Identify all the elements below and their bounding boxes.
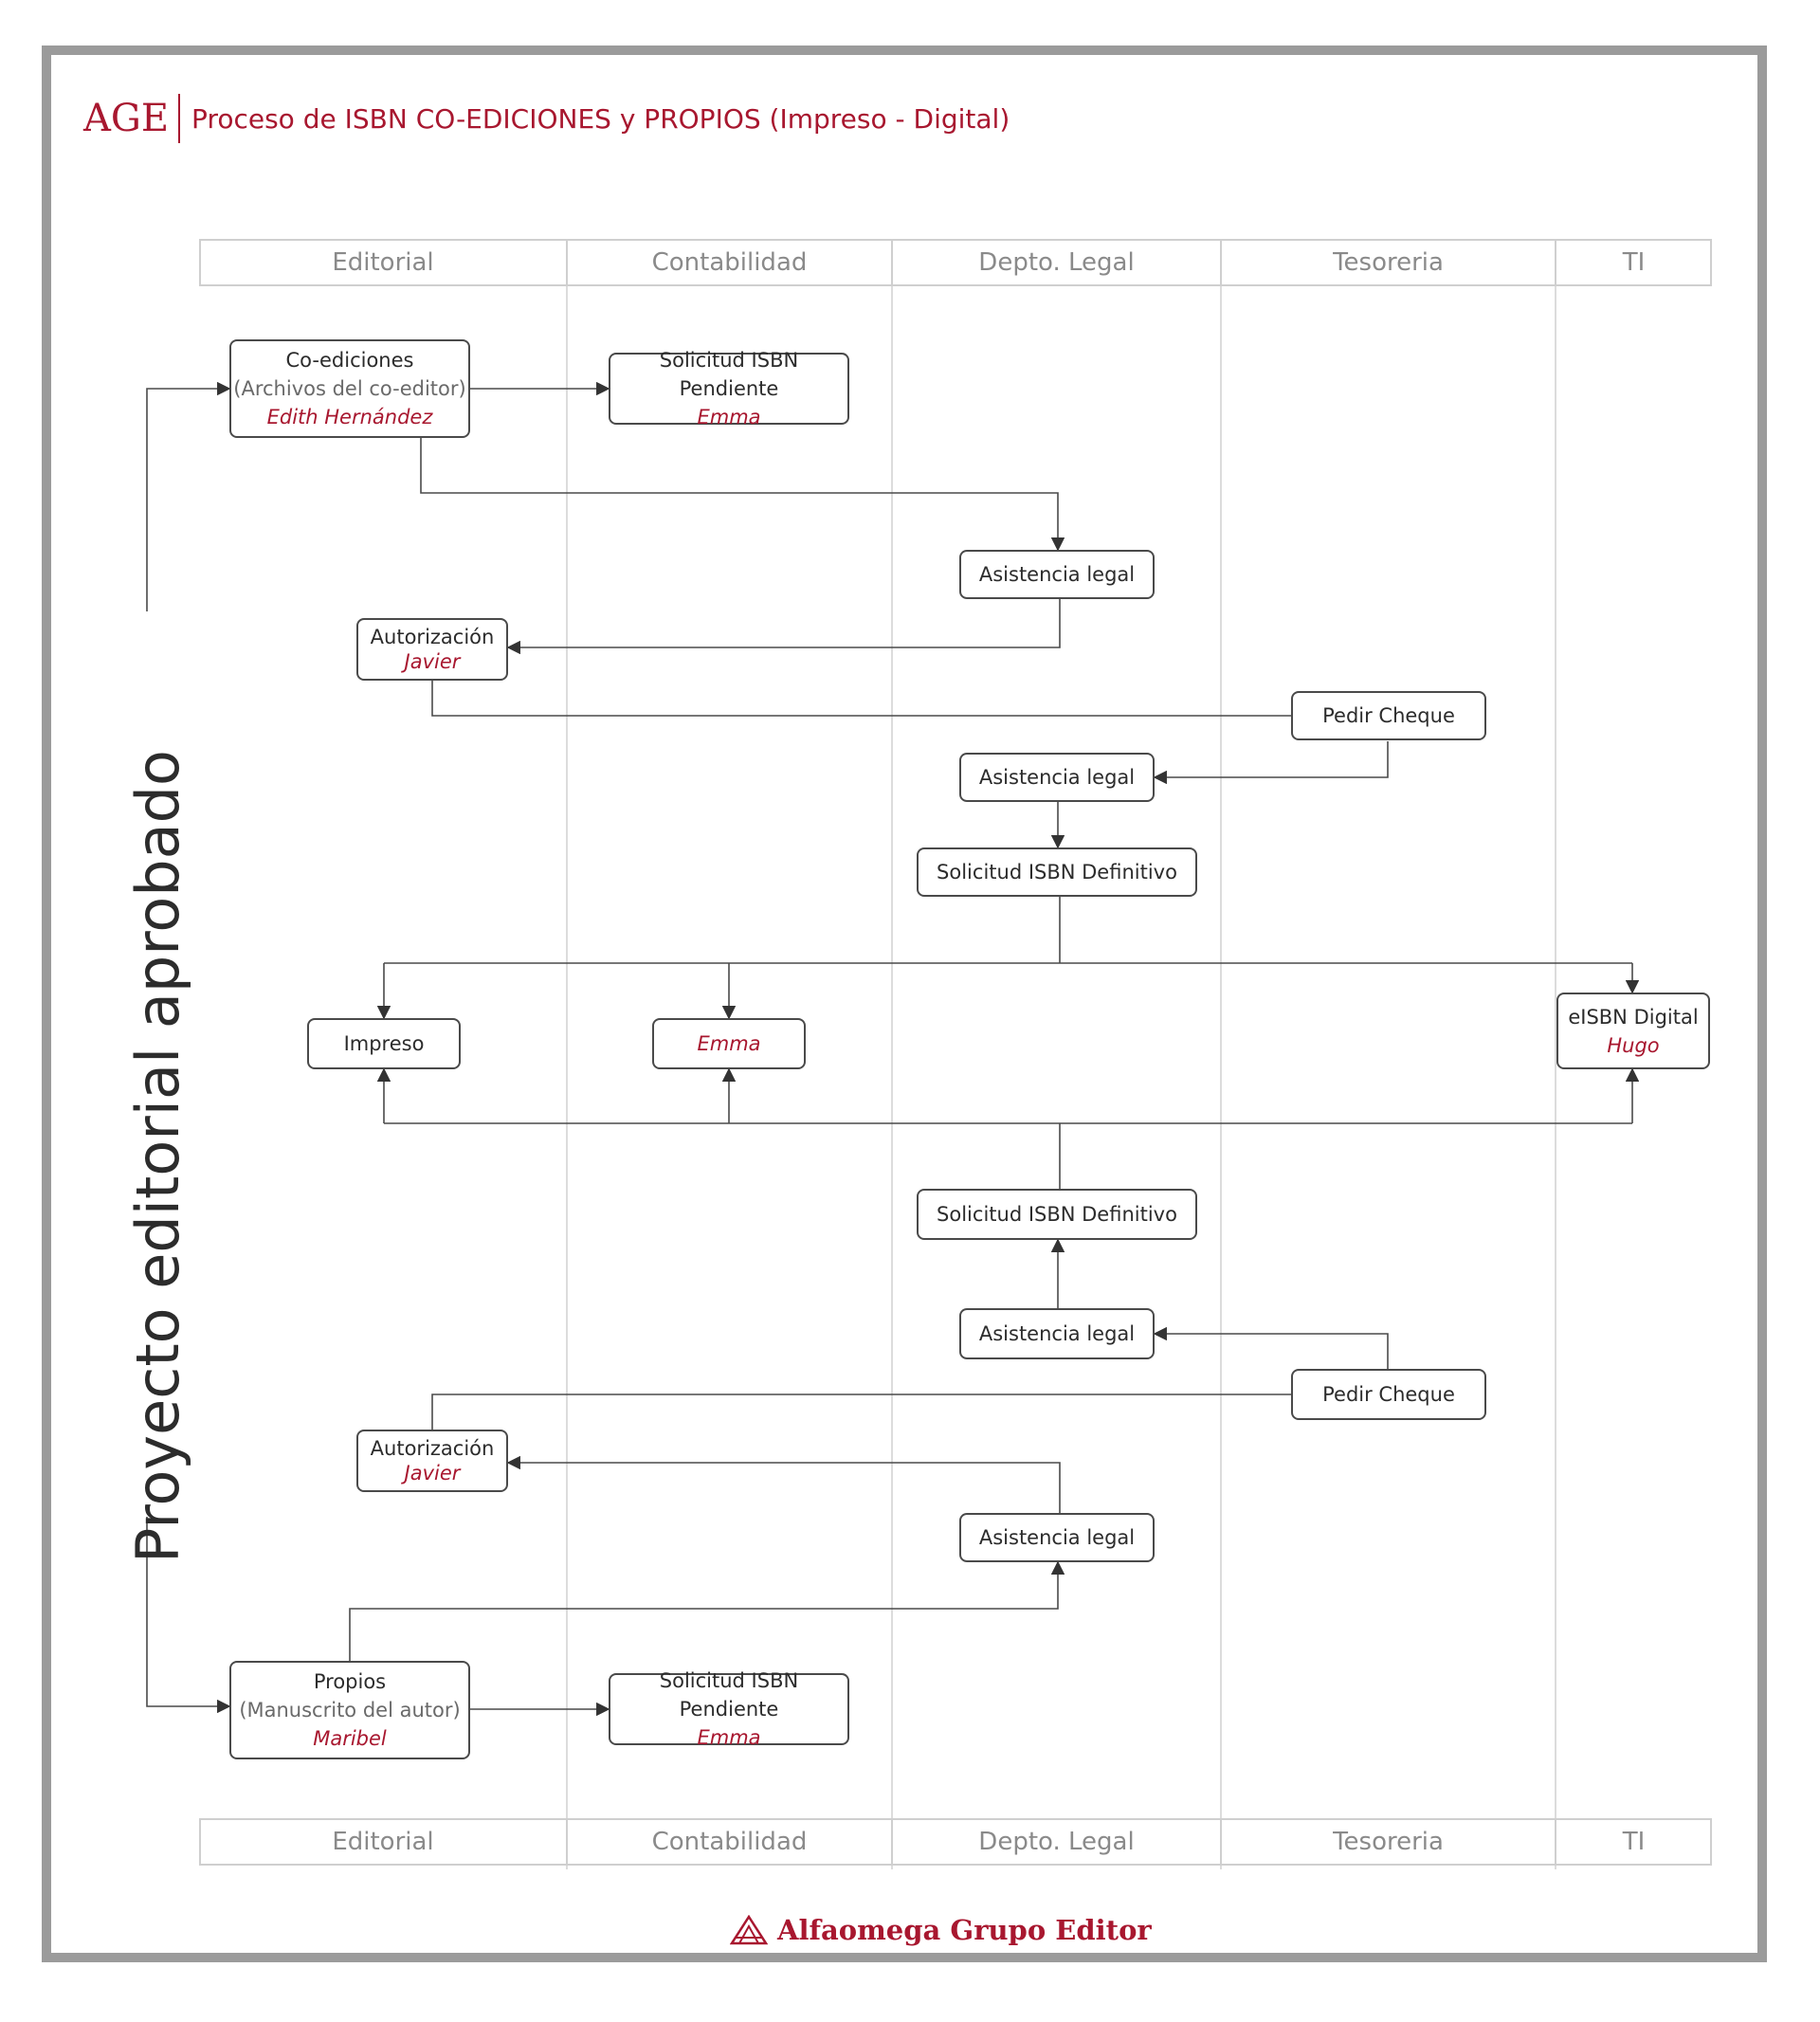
node-title: Pedir Cheque <box>1322 1383 1455 1406</box>
node-subtitle: (Archivos del co-editor) <box>233 377 466 400</box>
lane-header-ti: TI <box>1622 248 1646 277</box>
lane-footer-ti: TI <box>1622 1828 1646 1856</box>
connector-autorizacion-to-cheque <box>432 681 1291 716</box>
node-autorizacion-bottom <box>356 1430 508 1492</box>
connector-asistencia1-to-autorizacion <box>508 599 1060 647</box>
connector-coediciones-to-asistencia1 <box>421 438 1058 550</box>
node-solicitud-definitivo-bottom <box>917 1189 1197 1240</box>
node-title: Asistencia legal <box>978 563 1136 586</box>
footer-brand <box>730 1907 1152 1953</box>
lane-footer-tesoreria: Tesoreria <box>1333 1828 1444 1856</box>
node-solicitud-definitivo-top <box>917 847 1197 897</box>
node-title: Solicitud ISBN Definitivo <box>937 1203 1177 1226</box>
page-title: Proceso de ISBN CO-EDICIONES y PROPIOS (Impreso - Digital) <box>191 102 1010 135</box>
connector-cheque-to-asistencia2 <box>1155 741 1388 777</box>
node-person: Edith Hernández <box>266 406 433 428</box>
connector-side-to-coediciones <box>147 389 229 611</box>
node-person: Javier <box>404 1462 461 1485</box>
node-title: Solicitud ISBN Pendiente <box>659 349 799 400</box>
node-asistencia-legal-4 <box>959 1513 1155 1562</box>
lane-header-contabilidad: Contabilidad <box>651 248 808 277</box>
node-eisbn-digital <box>1556 993 1710 1069</box>
node-person: Emma <box>697 406 761 428</box>
node-person: Maribel <box>313 1727 387 1750</box>
node-title: Pedir Cheque <box>1322 704 1455 727</box>
alfaomega-logo-icon <box>730 1915 768 1945</box>
node-title: Asistencia legal <box>978 1526 1136 1549</box>
node-title: Asistencia legal <box>978 1322 1136 1345</box>
lane-footer-editorial: Editorial <box>332 1828 434 1856</box>
node-pedir-cheque-top <box>1291 691 1486 740</box>
node-propios <box>229 1661 470 1759</box>
node-person: Emma <box>697 1032 761 1055</box>
node-title: Asistencia legal <box>978 766 1136 789</box>
lane-header-editorial: Editorial <box>332 248 434 277</box>
connector-cheque2-to-autorizacion2 <box>432 1394 1291 1430</box>
lane-footer-legal: Depto. Legal <box>978 1828 1135 1856</box>
lane-footer-contabilidad: Contabilidad <box>651 1828 808 1856</box>
connector-cheque2-to-asistencia3 <box>1155 1334 1388 1369</box>
node-asistencia-legal-1 <box>959 550 1155 599</box>
node-person: Emma <box>697 1726 761 1749</box>
side-label: Proyecto editorial aprobado <box>122 750 192 1563</box>
node-autorizacion-top <box>356 618 508 681</box>
lane-header-legal: Depto. Legal <box>978 248 1135 277</box>
connector-asistencia4-to-autorizacion2 <box>508 1463 1060 1513</box>
node-title: eISBN Digital <box>1568 1005 1699 1029</box>
node-title: Autorización <box>370 626 495 648</box>
node-emma <box>652 1018 806 1069</box>
node-title: Autorización <box>370 1437 495 1460</box>
node-person: Hugo <box>1607 1033 1660 1057</box>
node-asistencia-legal-2 <box>959 753 1155 802</box>
node-title: Impreso <box>343 1032 425 1055</box>
node-pedir-cheque-bottom <box>1291 1369 1486 1420</box>
node-person: Javier <box>404 650 461 673</box>
node-title: Solicitud ISBN Pendiente <box>659 1669 799 1721</box>
node-solicitud-pendiente-top <box>609 349 849 428</box>
node-title: Propios <box>313 1670 387 1693</box>
connector-propios-to-asistencia4 <box>350 1562 1058 1661</box>
node-coediciones <box>229 339 470 438</box>
lane-header-tesoreria: Tesoreria <box>1333 248 1444 277</box>
age-logo: AGE <box>83 94 180 143</box>
node-subtitle: (Manuscrito del autor) <box>239 1699 461 1721</box>
node-impreso <box>307 1018 461 1069</box>
node-solicitud-pendiente-bottom <box>609 1669 849 1749</box>
node-asistencia-legal-3 <box>959 1308 1155 1359</box>
node-title: Solicitud ISBN Definitivo <box>937 861 1177 883</box>
node-title: Co-ediciones <box>285 349 414 372</box>
footer-brand-text: Alfaomega Grupo Editor <box>777 1914 1152 1946</box>
